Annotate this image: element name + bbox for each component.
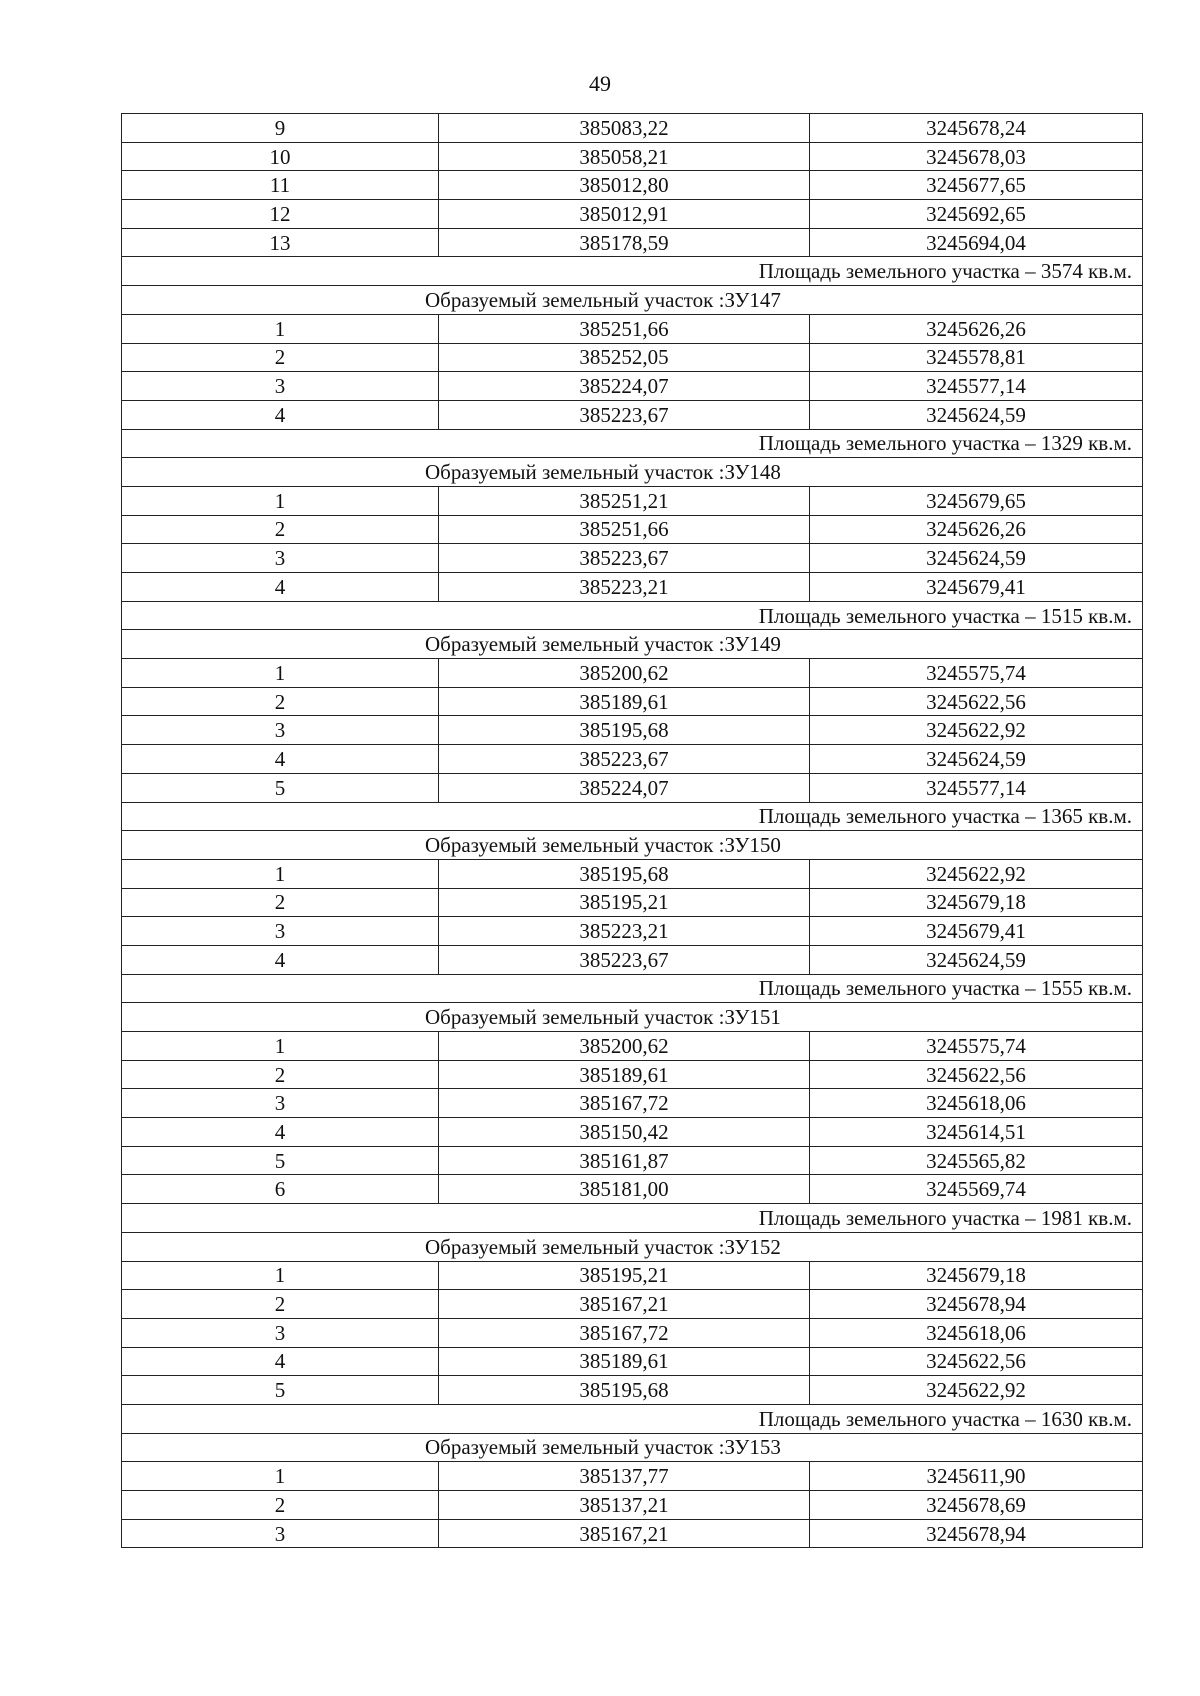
table-row [122, 1347, 1143, 1376]
point-number-cell: 3 [122, 1089, 439, 1118]
area-row [122, 974, 1143, 1003]
point-number-cell: 12 [122, 200, 439, 229]
plot-area-text: Площадь земельного участка – 3574 кв.м. [122, 257, 1143, 286]
coordinate-x-cell: 385167,21 [439, 1290, 810, 1319]
point-number-cell: 4 [122, 945, 439, 974]
page-number: 49 [589, 71, 611, 96]
table-row [122, 228, 1143, 257]
table-row [122, 114, 1143, 143]
plot-heading-row [122, 1232, 1143, 1261]
plot-heading-text: Образуемый земельный участок :ЗУ153 [122, 1433, 1143, 1462]
table-row [122, 372, 1143, 401]
point-number-cell: 13 [122, 228, 439, 257]
table-row [122, 1175, 1143, 1204]
coordinate-x-cell: 385167,72 [439, 1318, 810, 1347]
coordinate-x-cell: 385252,05 [439, 343, 810, 372]
coordinate-x-cell: 385083,22 [439, 114, 810, 143]
point-number-cell: 2 [122, 1060, 439, 1089]
table-row [122, 1290, 1143, 1319]
coordinate-y-cell: 3245577,14 [810, 372, 1143, 401]
table-row [122, 515, 1143, 544]
coordinate-y-cell: 3245626,26 [810, 314, 1143, 343]
coordinate-x-cell: 385200,62 [439, 1032, 810, 1061]
table-row [122, 1519, 1143, 1548]
coordinate-y-cell: 3245624,59 [810, 745, 1143, 774]
point-number-cell: 9 [122, 114, 439, 143]
area-row [122, 802, 1143, 831]
coordinate-y-cell: 3245694,04 [810, 228, 1143, 257]
coordinate-y-cell: 3245575,74 [810, 1032, 1143, 1061]
point-number-cell: 2 [122, 515, 439, 544]
table-row [122, 200, 1143, 229]
table-row [122, 142, 1143, 171]
table-row [122, 1118, 1143, 1147]
coordinate-x-cell: 385223,67 [439, 544, 810, 573]
coordinate-x-cell: 385189,61 [439, 1060, 810, 1089]
point-number-cell: 1 [122, 486, 439, 515]
area-row [122, 429, 1143, 458]
coordinate-y-cell: 3245565,82 [810, 1146, 1143, 1175]
coordinate-x-cell: 385137,21 [439, 1491, 810, 1520]
plot-heading-row [122, 831, 1143, 860]
plot-heading-row [122, 286, 1143, 315]
coordinate-y-cell: 3245678,94 [810, 1290, 1143, 1319]
point-number-cell: 4 [122, 745, 439, 774]
plot-heading-row [122, 1003, 1143, 1032]
coordinate-y-cell: 3245618,06 [810, 1089, 1143, 1118]
point-number-cell: 1 [122, 1462, 439, 1491]
coordinate-x-cell: 385223,67 [439, 945, 810, 974]
point-number-cell: 3 [122, 716, 439, 745]
coordinate-x-cell: 385251,21 [439, 486, 810, 515]
point-number-cell: 3 [122, 917, 439, 946]
table-row [122, 400, 1143, 429]
coordinate-x-cell: 385012,80 [439, 171, 810, 200]
plot-heading-text: Образуемый земельный участок :ЗУ150 [122, 831, 1143, 860]
table-row [122, 1146, 1143, 1175]
coordinate-y-cell: 3245575,74 [810, 659, 1143, 688]
coordinate-x-cell: 385189,61 [439, 1347, 810, 1376]
coordinate-x-cell: 385195,21 [439, 888, 810, 917]
plot-area-text: Площадь земельного участка – 1515 кв.м. [122, 601, 1143, 630]
table-row [122, 859, 1143, 888]
plot-heading-text: Образуемый земельный участок :ЗУ149 [122, 630, 1143, 659]
point-number-cell: 4 [122, 1118, 439, 1147]
point-number-cell: 5 [122, 1376, 439, 1405]
plot-area-text: Площадь земельного участка – 1555 кв.м. [122, 974, 1143, 1003]
coordinate-x-cell: 385150,42 [439, 1118, 810, 1147]
coordinate-x-cell: 385137,77 [439, 1462, 810, 1491]
coordinate-y-cell: 3245678,94 [810, 1519, 1143, 1548]
coordinate-y-cell: 3245578,81 [810, 343, 1143, 372]
coordinate-x-cell: 385195,68 [439, 859, 810, 888]
coordinate-x-cell: 385195,68 [439, 716, 810, 745]
table-row [122, 314, 1143, 343]
table-row [122, 1261, 1143, 1290]
coordinate-y-cell: 3245678,24 [810, 114, 1143, 143]
coordinate-y-cell: 3245679,41 [810, 917, 1143, 946]
coordinate-y-cell: 3245577,14 [810, 773, 1143, 802]
point-number-cell: 2 [122, 888, 439, 917]
point-number-cell: 1 [122, 314, 439, 343]
point-number-cell: 2 [122, 687, 439, 716]
coordinate-y-cell: 3245679,18 [810, 1261, 1143, 1290]
plot-heading-text: Образуемый земельный участок :ЗУ147 [122, 286, 1143, 315]
coordinate-x-cell: 385223,67 [439, 745, 810, 774]
plot-heading-text: Образуемый земельный участок :ЗУ152 [122, 1232, 1143, 1261]
coordinate-x-cell: 385167,21 [439, 1519, 810, 1548]
coordinate-y-cell: 3245678,03 [810, 142, 1143, 171]
coordinate-y-cell: 3245618,06 [810, 1318, 1143, 1347]
coordinate-x-cell: 385161,87 [439, 1146, 810, 1175]
coordinate-x-cell: 385195,68 [439, 1376, 810, 1405]
coordinate-x-cell: 385223,67 [439, 400, 810, 429]
table-row [122, 1491, 1143, 1520]
table-row [122, 1032, 1143, 1061]
coordinate-y-cell: 3245622,56 [810, 1060, 1143, 1089]
coordinate-x-cell: 385200,62 [439, 659, 810, 688]
coordinate-y-cell: 3245614,51 [810, 1118, 1143, 1147]
table-row [122, 343, 1143, 372]
coordinate-y-cell: 3245624,59 [810, 400, 1143, 429]
table-row [122, 1318, 1143, 1347]
point-number-cell: 3 [122, 1318, 439, 1347]
coordinate-x-cell: 385195,21 [439, 1261, 810, 1290]
plot-heading-text: Образуемый земельный участок :ЗУ148 [122, 458, 1143, 487]
coordinate-y-cell: 3245692,65 [810, 200, 1143, 229]
coordinate-y-cell: 3245624,59 [810, 945, 1143, 974]
coordinate-x-cell: 385223,21 [439, 917, 810, 946]
table-row [122, 745, 1143, 774]
point-number-cell: 5 [122, 773, 439, 802]
coordinate-y-cell: 3245679,41 [810, 573, 1143, 602]
coordinate-x-cell: 385178,59 [439, 228, 810, 257]
plot-heading-row [122, 1433, 1143, 1462]
table-row [122, 171, 1143, 200]
plot-area-text: Площадь земельного участка – 1365 кв.м. [122, 802, 1143, 831]
point-number-cell: 3 [122, 1519, 439, 1548]
area-row [122, 1204, 1143, 1233]
table-row [122, 659, 1143, 688]
coordinate-y-cell: 3245677,65 [810, 171, 1143, 200]
area-row [122, 1404, 1143, 1433]
area-row [122, 257, 1143, 286]
table-row [122, 1376, 1143, 1405]
table-row [122, 573, 1143, 602]
coordinate-x-cell: 385224,07 [439, 372, 810, 401]
coordinates-table-body [122, 114, 1143, 1548]
point-number-cell: 4 [122, 573, 439, 602]
point-number-cell: 3 [122, 372, 439, 401]
point-number-cell: 1 [122, 1032, 439, 1061]
coordinate-y-cell: 3245679,18 [810, 888, 1143, 917]
table-row [122, 1060, 1143, 1089]
coordinate-y-cell: 3245622,56 [810, 687, 1143, 716]
coordinate-x-cell: 385181,00 [439, 1175, 810, 1204]
plot-heading-row [122, 458, 1143, 487]
coordinate-x-cell: 385167,72 [439, 1089, 810, 1118]
coordinate-y-cell: 3245611,90 [810, 1462, 1143, 1491]
point-number-cell: 4 [122, 1347, 439, 1376]
coordinates-table [121, 113, 1143, 1548]
coordinate-y-cell: 3245622,56 [810, 1347, 1143, 1376]
coordinate-y-cell: 3245622,92 [810, 716, 1143, 745]
table-row [122, 888, 1143, 917]
coordinate-y-cell: 3245569,74 [810, 1175, 1143, 1204]
coordinate-x-cell: 385058,21 [439, 142, 810, 171]
coordinate-x-cell: 385223,21 [439, 573, 810, 602]
table-row [122, 544, 1143, 573]
point-number-cell: 3 [122, 544, 439, 573]
table-row [122, 716, 1143, 745]
plot-area-text: Площадь земельного участка – 1981 кв.м. [122, 1204, 1143, 1233]
coordinate-x-cell: 385012,91 [439, 200, 810, 229]
point-number-cell: 2 [122, 1290, 439, 1319]
coordinate-y-cell: 3245624,59 [810, 544, 1143, 573]
plot-heading-text: Образуемый земельный участок :ЗУ151 [122, 1003, 1143, 1032]
point-number-cell: 1 [122, 659, 439, 688]
coordinate-x-cell: 385224,07 [439, 773, 810, 802]
point-number-cell: 5 [122, 1146, 439, 1175]
coordinate-x-cell: 385189,61 [439, 687, 810, 716]
point-number-cell: 11 [122, 171, 439, 200]
coordinate-x-cell: 385251,66 [439, 314, 810, 343]
plot-area-text: Площадь земельного участка – 1630 кв.м. [122, 1404, 1143, 1433]
table-row [122, 1089, 1143, 1118]
coordinate-y-cell: 3245679,65 [810, 486, 1143, 515]
coordinate-y-cell: 3245678,69 [810, 1491, 1143, 1520]
table-row [122, 773, 1143, 802]
point-number-cell: 4 [122, 400, 439, 429]
coordinate-y-cell: 3245622,92 [810, 1376, 1143, 1405]
table-row [122, 917, 1143, 946]
plot-heading-row [122, 630, 1143, 659]
point-number-cell: 1 [122, 1261, 439, 1290]
table-row [122, 1462, 1143, 1491]
point-number-cell: 2 [122, 343, 439, 372]
point-number-cell: 10 [122, 142, 439, 171]
table-row [122, 486, 1143, 515]
coordinate-y-cell: 3245626,26 [810, 515, 1143, 544]
area-row [122, 601, 1143, 630]
table-row [122, 945, 1143, 974]
point-number-cell: 6 [122, 1175, 439, 1204]
point-number-cell: 2 [122, 1491, 439, 1520]
table-row [122, 687, 1143, 716]
point-number-cell: 1 [122, 859, 439, 888]
coordinate-y-cell: 3245622,92 [810, 859, 1143, 888]
plot-area-text: Площадь земельного участка – 1329 кв.м. [122, 429, 1143, 458]
coordinate-x-cell: 385251,66 [439, 515, 810, 544]
